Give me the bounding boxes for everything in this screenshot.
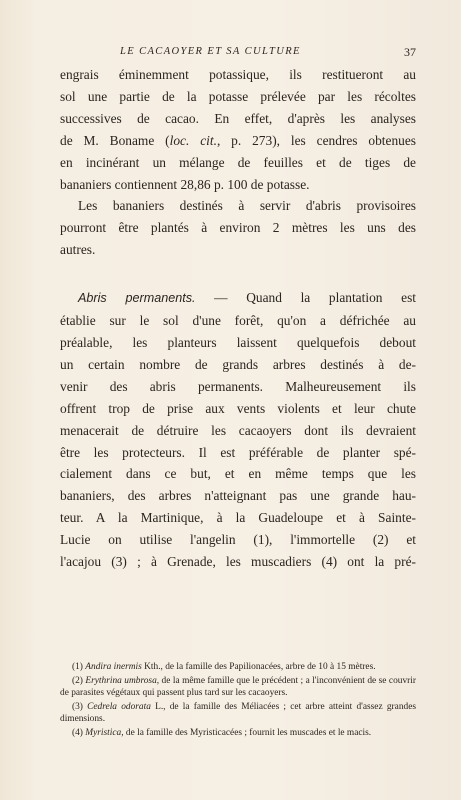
text-line: teur. A la Martinique, à la Guadeloupe et à Sainte- [60,510,416,526]
section-heading: Abris permanents. [78,291,196,306]
species-name: Erythrina umbrosa [85,675,157,686]
text-line: sol une partie de la potasse prélevée par les récoltes [60,88,416,104]
text-line: un certain nombre de grands arbres destinés à de- [60,356,416,372]
page-number: 37 [404,45,416,59]
text-line: engrais éminemment potassique, ils restitueront au [60,67,416,82]
running-title: LE CACAOYER ET SA CULTURE [120,46,301,57]
footnote-number: (2) [72,675,86,686]
text-line: bananiers, des arbres n'atteignant pas une grande hau- [60,488,416,504]
page-header [60,46,416,60]
footnotes [60,661,416,741]
species-name: Myristica [85,727,122,738]
footnote [60,701,416,726]
species-name: Cedrela odorata [87,701,151,712]
text-line: bananiers contiennent 28,86 p. 100 de potasse. [60,176,310,192]
text-line: être les protecteurs. Il est préférable de planter spé- [60,444,416,460]
text-line: Lucie on utilise l'angelin (1), l'immortelle (2) et [60,532,416,548]
footnote-text: , de la famille des Myristicacées ; fournit les muscades et le macis. [121,727,372,738]
footnote-number: (1) [72,662,86,672]
footnote [60,675,416,700]
text-line: successives de cacao. En effet, d'après les analyses [60,110,416,126]
text-line: pourront être plantés à environ 2 mètres les uns des [60,220,416,236]
footnote-number: (4) [72,727,86,738]
footnote [60,727,416,740]
text-line: venir des abris permanents. Malheureusement ils [60,378,416,394]
footnote-number: (3) [72,701,88,712]
text-line [60,130,416,152]
footnote-text: L., de la famille des Méliacées ; cet arbre atteint d'assez grandes dimensions. [60,701,416,725]
text-line: cialement dans ce but, et en même temps que les [60,466,416,482]
text-line: autres. [60,242,96,258]
text-line: menacerait de détruire les cacaoyers dont ils devraient [60,422,416,438]
text-line: en incinérant un mélange de feuilles et de tiges de [60,154,416,170]
text-line: établie sur le sol d'une forêt, qu'on a défrichée au [60,313,416,329]
paragraph-gap [60,261,416,287]
text-span: — Quand la plantation est [195,290,416,306]
text-line: offrent trop de prise aux vents violents et leur chute [60,400,416,416]
citation-italic: loc. cit. [169,132,217,148]
text-line: préalable, les planteurs laissent quelquefois debout [60,334,416,350]
text-line: l'acajou (3) ; à Grenade, les muscadiers (4) ont la pré- [60,554,416,570]
text-span: de M. Boname ( [60,132,170,148]
footnote [60,661,416,674]
text-line: Les bananiers destinés à servir d'abris provisoires [78,198,416,214]
footnote-text: Kth., de la famille des Papilionacées, arbre de 10 à 15 mètres. [141,662,376,672]
footnote-text: , de la même famille que le précédent ; a l'inconvénient de se couvrir de parasites végétaux qui passent plus tard sur les cacaoyers. [60,675,416,699]
species-name: Andira inermis [85,662,142,672]
text-span: , p. 273), les cendres obtenues [216,132,416,148]
text-line [60,287,416,310]
main-text [60,64,416,573]
